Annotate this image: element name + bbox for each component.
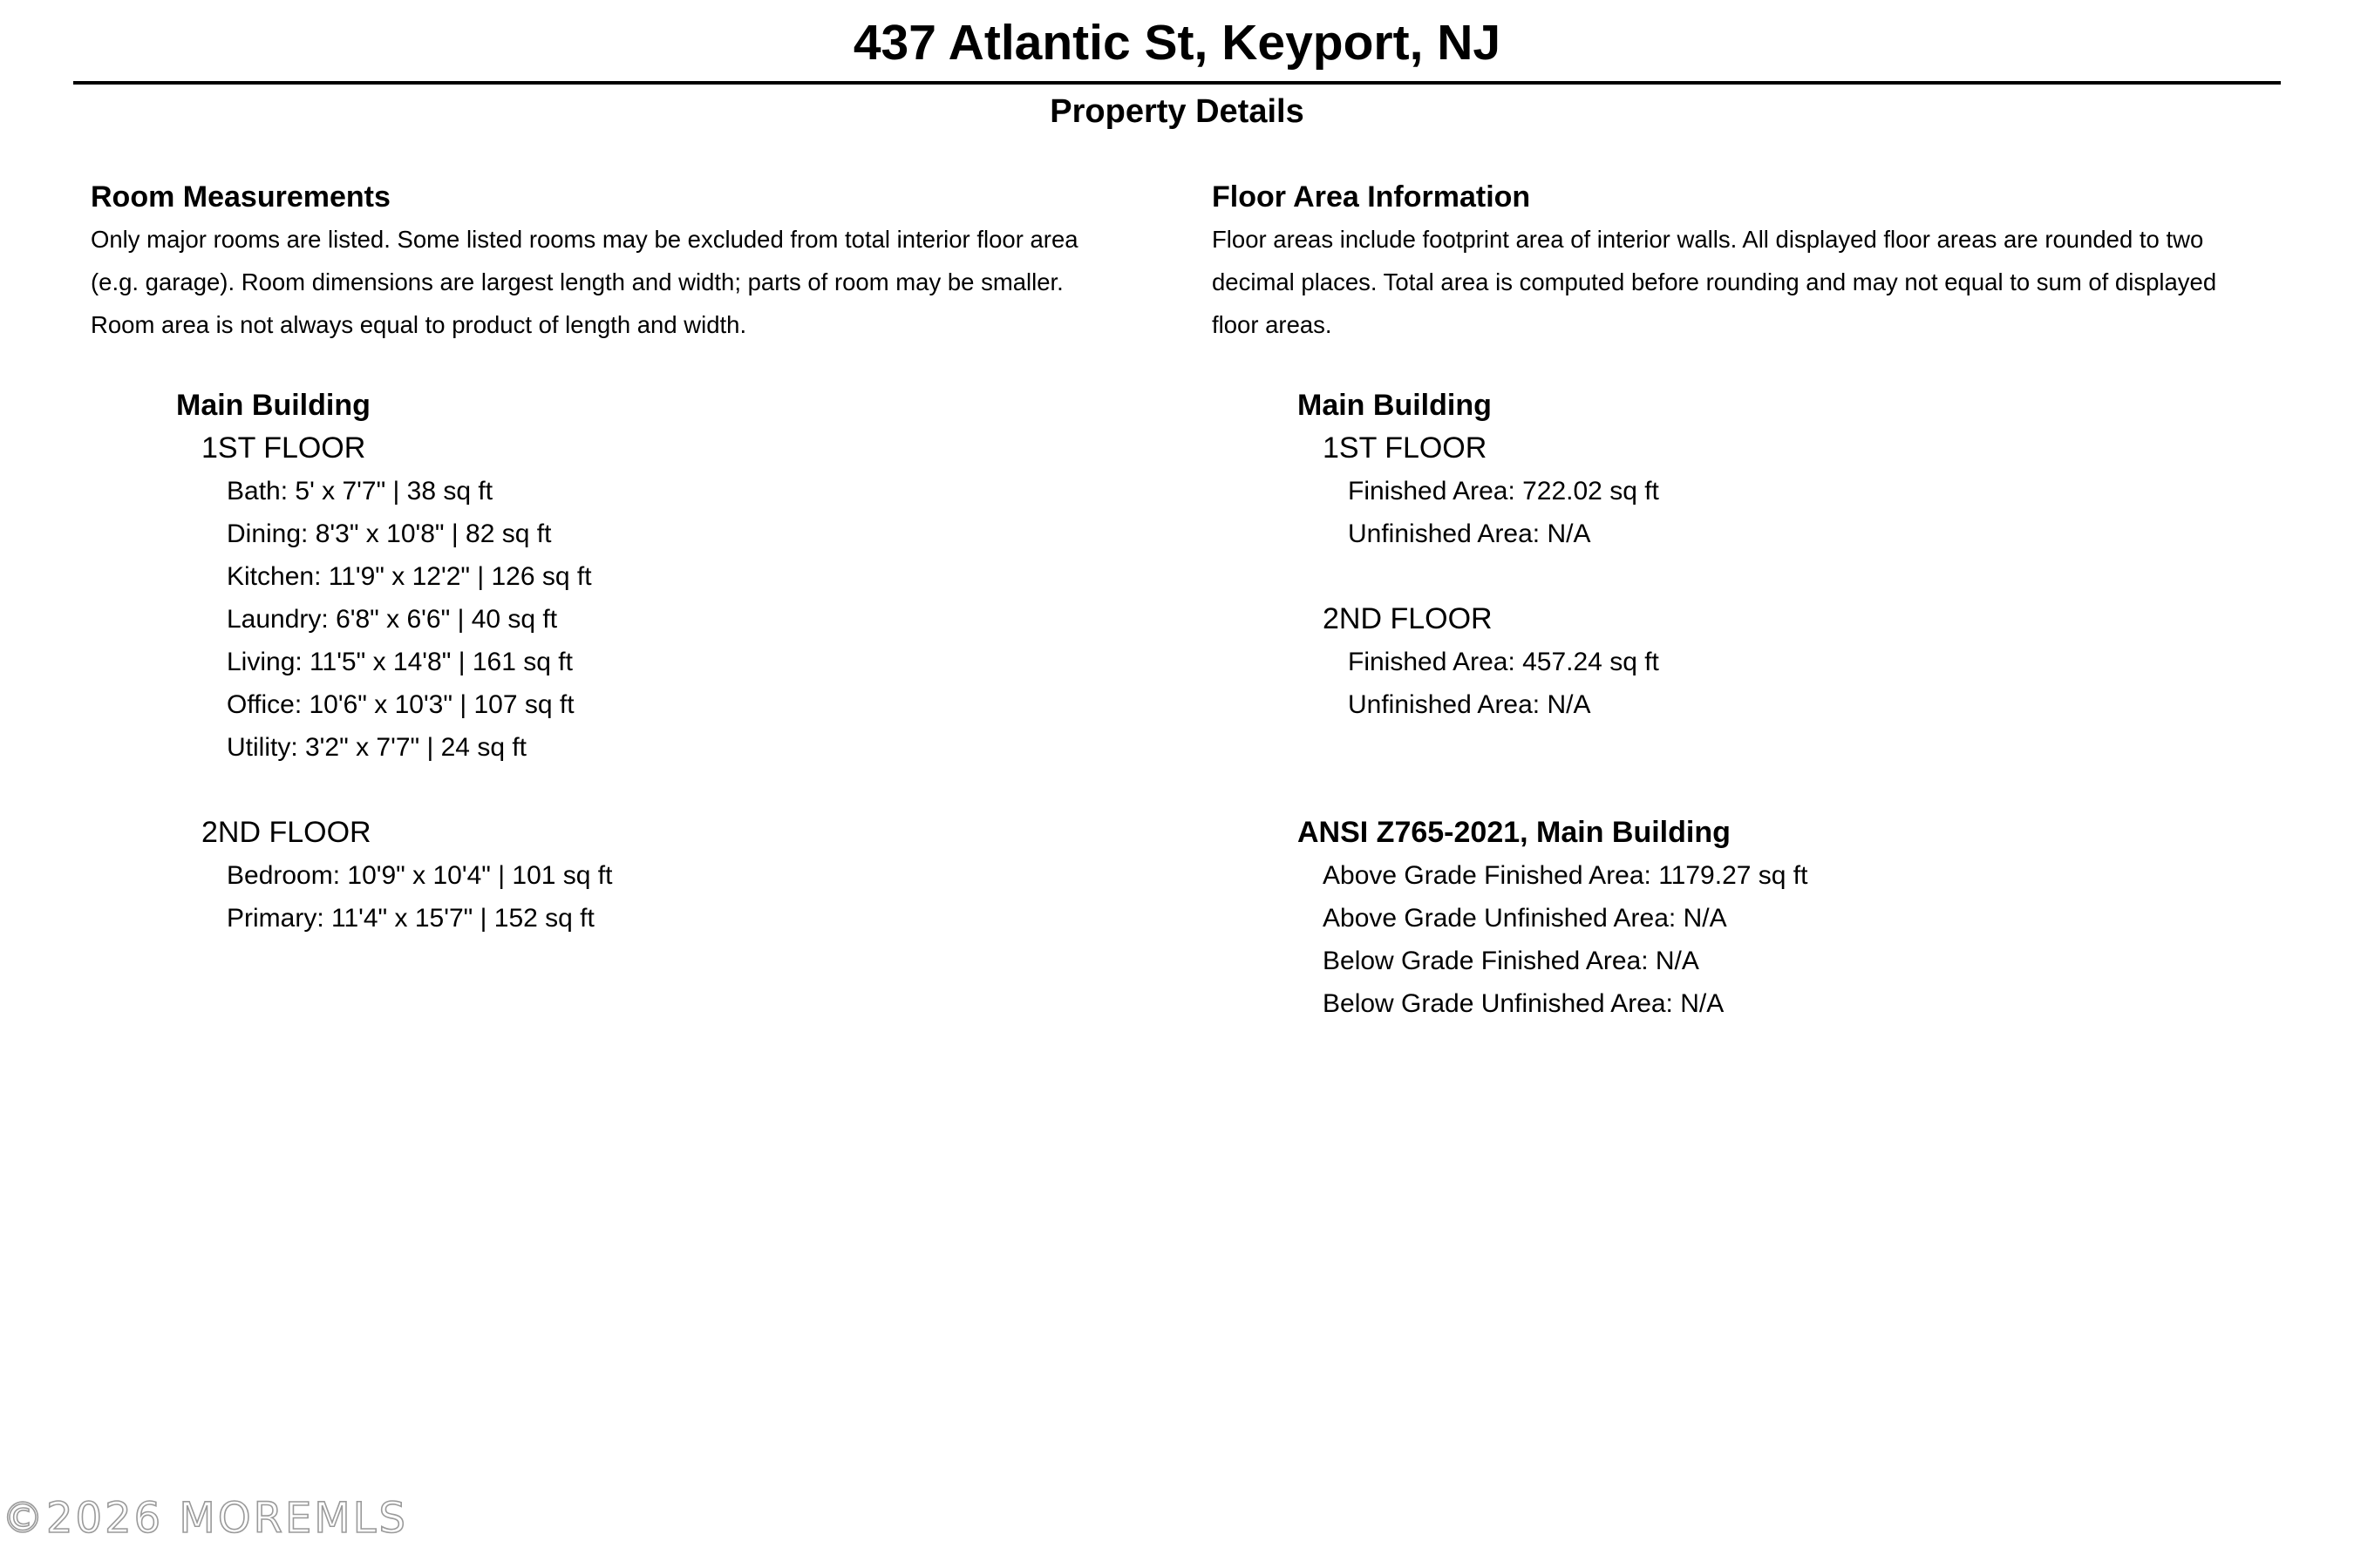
room-measurements-section — [91, 176, 1172, 940]
floor-label: 1ST FLOOR — [1323, 431, 1487, 465]
floor-area-note-line: decimal places. Total area is computed before rounding and may not equal to sum of displayed — [1212, 268, 2217, 295]
floor-area-heading: Floor Area Information — [1212, 180, 1531, 214]
copyright-watermark: ©2026 MOREMLS — [2, 1494, 408, 1543]
room-measurements-building — [176, 384, 1172, 940]
room-item: Dining: 8'3" x 10'8" | 82 sq ft — [227, 519, 552, 548]
page-subtitle: Property Details — [1050, 93, 1304, 130]
room-item: Laundry: 6'8" x 6'6" | 40 sq ft — [227, 605, 558, 634]
floor-label: 2ND FLOOR — [201, 816, 371, 849]
ansi-summary — [1297, 811, 2293, 1025]
finished-area: Finished Area: 722.02 sq ft — [1348, 477, 1659, 506]
floor-area-building — [1297, 384, 2293, 1025]
floor-label: 1ST FLOOR — [201, 431, 366, 465]
unfinished-area: Unfinished Area: N/A — [1348, 519, 1591, 548]
building-name: Main Building — [1297, 389, 1492, 422]
unfinished-area: Unfinished Area: N/A — [1348, 690, 1591, 719]
floor-area-section — [1212, 176, 2293, 1025]
room-item: Utility: 3'2" x 7'7" | 24 sq ft — [227, 733, 527, 762]
room-measurements-note-line: (e.g. garage). Room dimensions are largest length and width; parts of room may be smaller. — [91, 268, 1064, 295]
room-item: Bedroom: 10'9" x 10'4" | 101 sq ft — [227, 861, 613, 890]
page-title: 437 Atlantic St, Keyport, NJ — [853, 15, 1501, 71]
room-item: Office: 10'6" x 10'3" | 107 sq ft — [227, 690, 575, 719]
floor-label: 2ND FLOOR — [1323, 602, 1493, 635]
room-item: Primary: 11'4" x 15'7" | 152 sq ft — [227, 904, 595, 933]
building-name: Main Building — [176, 389, 371, 422]
room-item: Living: 11'5" x 14'8" | 161 sq ft — [227, 648, 573, 676]
room-measurements-heading: Room Measurements — [91, 180, 391, 214]
ansi-item: Above Grade Unfinished Area: N/A — [1323, 904, 1727, 933]
room-measurements-note-line: Only major rooms are listed. Some listed rooms may be excluded from total interior floor area — [91, 226, 1078, 253]
ansi-heading: ANSI Z765-2021, Main Building — [1297, 816, 1731, 849]
ansi-item: Below Grade Finished Area: N/A — [1323, 947, 1699, 975]
room-item: Bath: 5' x 7'7" | 38 sq ft — [227, 477, 493, 506]
room-item: Kitchen: 11'9" x 12'2" | 126 sq ft — [227, 562, 592, 591]
ansi-item: Below Grade Unfinished Area: N/A — [1323, 989, 1725, 1018]
finished-area: Finished Area: 457.24 sq ft — [1348, 648, 1659, 676]
floor-area-note-line: floor areas. — [1212, 311, 1332, 338]
ansi-item: Above Grade Finished Area: 1179.27 sq ft — [1323, 861, 1808, 890]
room-measurements-note-line: Room area is not always equal to product of length and width. — [91, 311, 747, 338]
floor-area-note-line: Floor areas include footprint area of interior walls. All displayed floor areas are rounded to two — [1212, 226, 2204, 253]
title-divider — [73, 81, 2281, 85]
